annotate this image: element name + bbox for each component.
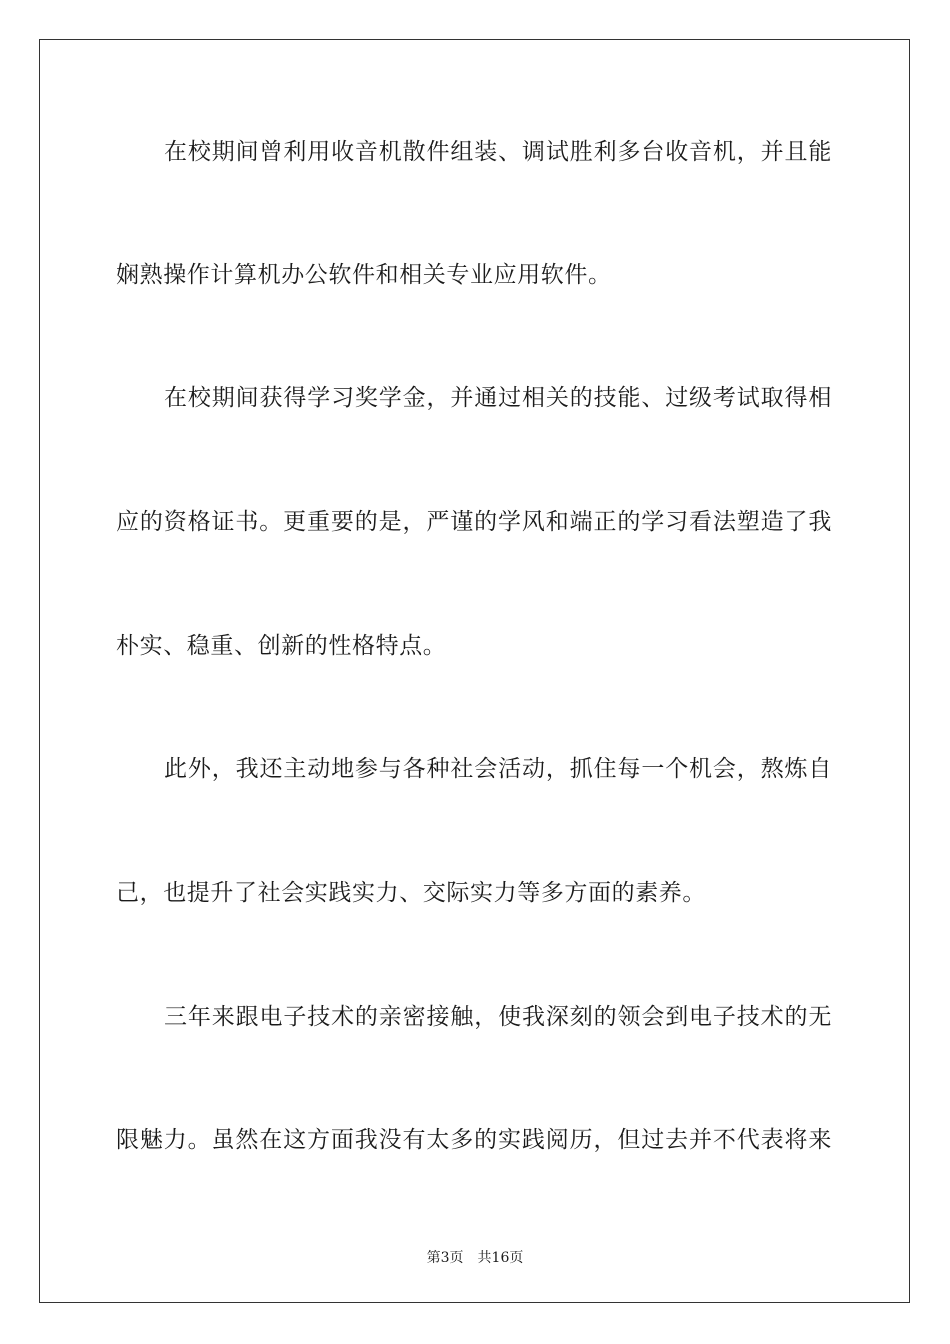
paragraph-3-line-1: 此外，我还主动地参与各种社会活动，抓住每一个机会，熬炼自 [164,756,832,782]
paragraph-2-line-1: 在校期间获得学习奖学金，并通过相关的技能、过级考试取得相 [164,385,832,411]
paragraph-4-line-1: 三年来跟电子技术的亲密接触，使我深刻的领会到电子技术的无 [164,1004,832,1030]
page-number-total: 共16页 [477,1250,524,1266]
page-border [39,39,910,1303]
paragraph-2-line-3: 朴实、稳重、创新的性格特点。 [116,633,447,659]
paragraph-2-line-2: 应的资格证书。更重要的是，严谨的学风和端正的学习看法塑造了我 [116,509,832,535]
paragraph-4-line-2: 限魅力。虽然在这方面我没有太多的实践阅历，但过去并不代表将来 [116,1127,832,1153]
paragraph-1-line-1: 在校期间曾利用收音机散件组装、调试胜利多台收音机，并且能 [164,139,832,165]
page-number-current: 第3页 [426,1250,464,1266]
paragraph-1-line-2: 娴熟操作计算机办公软件和相关专业应用软件。 [116,262,612,288]
paragraph-3-line-2: 己，也提升了社会实践实力、交际实力等多方面的素养。 [116,880,706,906]
page-footer [0,1249,950,1267]
